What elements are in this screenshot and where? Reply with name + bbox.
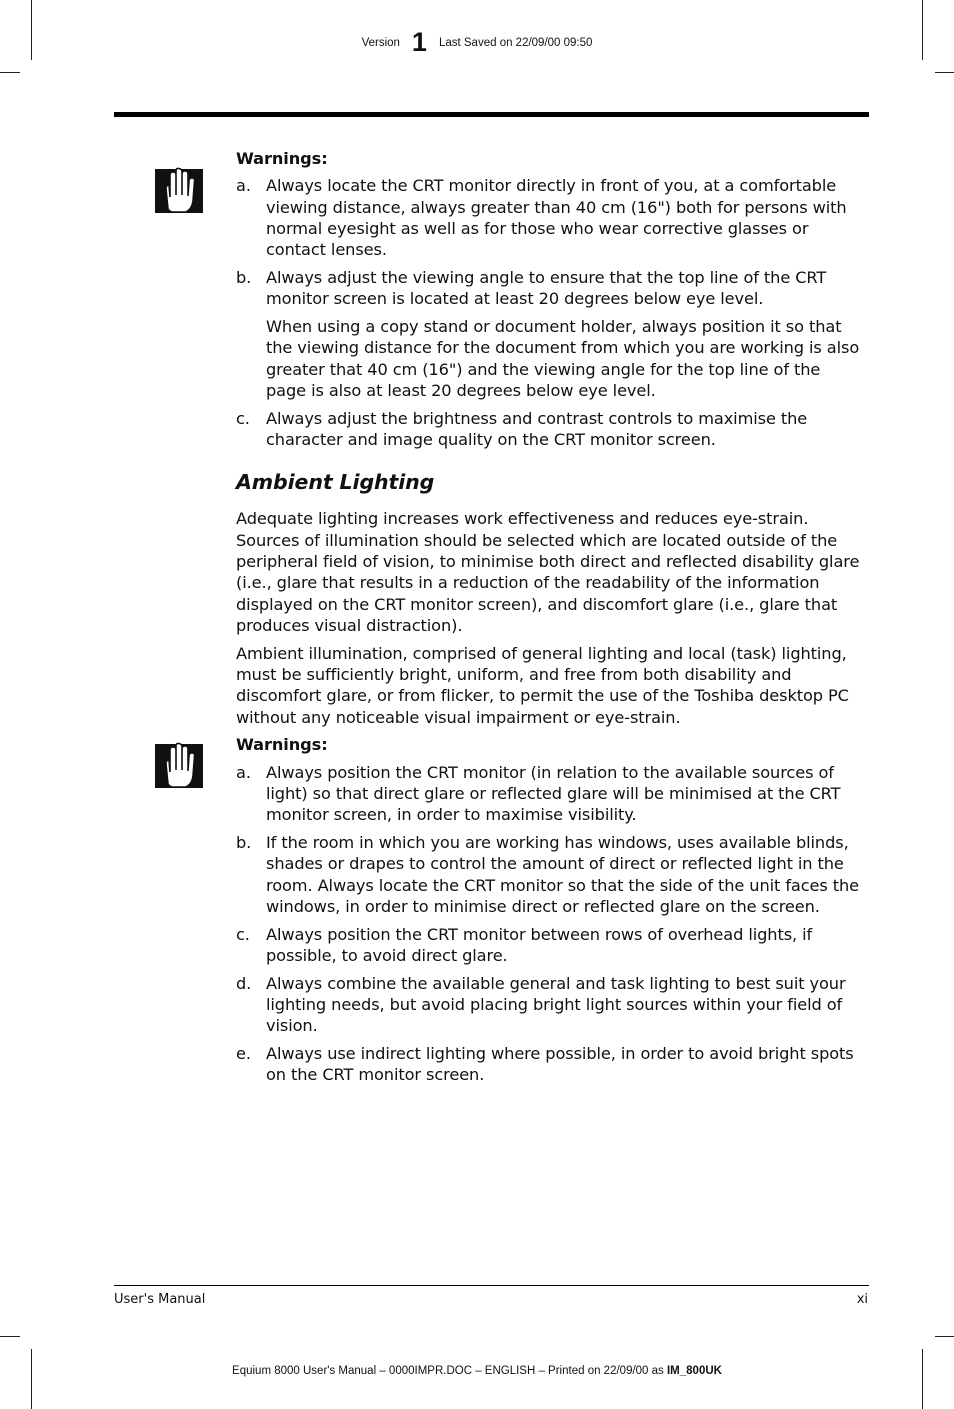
warnings-title: Warnings: <box>236 149 328 168</box>
body-paragraph: Adequate lighting increases work effectiveness and reduces eye-strain. Sources of illumination should be selected which are located outside of the peripheral field of vision, to minimise both direct and reflected disability glare (i.e., glare that results in a reduction of the readability of the information displayed on the CRT monitor screen), and discomfort glare (i.e., glare that produces visual distraction). <box>236 509 860 635</box>
list-item <box>236 408 864 451</box>
print-info <box>0 1365 954 1377</box>
section-heading: Ambient Lighting <box>236 470 435 495</box>
list-item-text: Always combine the available general and task lighting to best suit your lighting needs, but avoid placing bright light sources within your field of vision. <box>266 973 846 1036</box>
last-saved-text: Last Saved on 22/09/00 09:50 <box>438 37 593 49</box>
list-item-label: a. <box>236 762 251 782</box>
footer-page-number: xi <box>856 1292 868 1307</box>
list-item <box>236 973 864 1037</box>
list-item-label: c. <box>236 408 250 428</box>
list-item-text: If the room in which you are working has windows, uses available blinds, shades or drapes to control the amount of direct or reflected light in the room. Always locate the CRT monitor so that the side of the unit faces the windows, in order to minimise direct or reflected glare on the screen. <box>266 833 860 916</box>
list-item-label: a. <box>236 176 251 196</box>
list-item <box>236 924 864 967</box>
top-rule <box>114 112 869 117</box>
hand-stop-icon <box>154 742 204 790</box>
hand-stop-icon <box>154 167 204 215</box>
list-item-text: Always use indirect lighting where possible, in order to avoid bright spots on the CRT monitor screen. <box>266 1044 854 1085</box>
list-item-text: Always position the CRT monitor between rows of overhead lights, if possible, to avoid direct glare. <box>266 924 813 965</box>
version-number: 1 <box>411 27 427 57</box>
list-item-text: Always position the CRT monitor (in relation to the available sources of light) so that direct glare or reflected glare will be minimised at the CRT monitor screen, in order to maximise visibility. <box>266 762 841 825</box>
crop-mark-top-right-h <box>935 72 954 73</box>
list-item <box>236 832 864 917</box>
list-item-label: d. <box>236 973 252 993</box>
list-item-label: e. <box>236 1044 251 1064</box>
crop-mark-bottom-left-h <box>0 1336 20 1337</box>
warnings-title: Warnings: <box>236 735 328 755</box>
list-item <box>236 267 864 310</box>
indented-paragraph: When using a copy stand or document holder, always position it so that the viewing distance for the document from which you are working is also greater that 40 cm (16") and the viewing angle for the top line of the page is also at least 20 degrees below eye level. <box>266 317 860 400</box>
version-header <box>0 22 954 57</box>
body-paragraph: Ambient illumination, comprised of general lighting and local (task) lighting, must be sufficiently bright, uniform, and free from both disability and discomfort glare, or from flicker, to permit the use of the Toshiba desktop PC without any noticeable visual impairment or eye-strain. <box>236 643 849 727</box>
print-info-text: Equium 8000 User's Manual – 0000IMPR.DOC – ENGLISH – Printed on 22/09/00 as <box>232 1365 667 1377</box>
footer-manual-title: User's Manual <box>114 1292 206 1307</box>
version-label: Version <box>361 37 400 49</box>
crop-mark-top-left-h <box>0 72 20 73</box>
list-item-label: b. <box>236 833 252 853</box>
list-item-text: Always locate the CRT monitor directly in front of you, at a comfortable viewing distance, always greater than 40 cm (16") both for persons with normal eyesight as well as for those who wear corrective glasses or contact lenses. <box>266 176 847 260</box>
crop-mark-bottom-right-h <box>935 1336 954 1337</box>
crop-mark-bottom-right-v <box>922 1349 923 1409</box>
list-item-text: Always adjust the brightness and contrast controls to maximise the character and image quality on the CRT monitor screen. <box>266 408 808 450</box>
list-item-label: c. <box>236 924 250 944</box>
list-item <box>236 762 864 826</box>
list-item <box>236 1043 864 1086</box>
page-content <box>236 148 864 1092</box>
list-item <box>236 175 864 260</box>
crop-mark-bottom-left-v <box>31 1349 32 1409</box>
footer-rule <box>114 1285 869 1286</box>
list-item-text: Always adjust the viewing angle to ensure that the top line of the CRT monitor screen is located at least 20 degrees below eye level. <box>266 267 827 309</box>
print-info-code: IM_800UK <box>666 1365 722 1377</box>
list-item-label: b. <box>236 267 252 287</box>
